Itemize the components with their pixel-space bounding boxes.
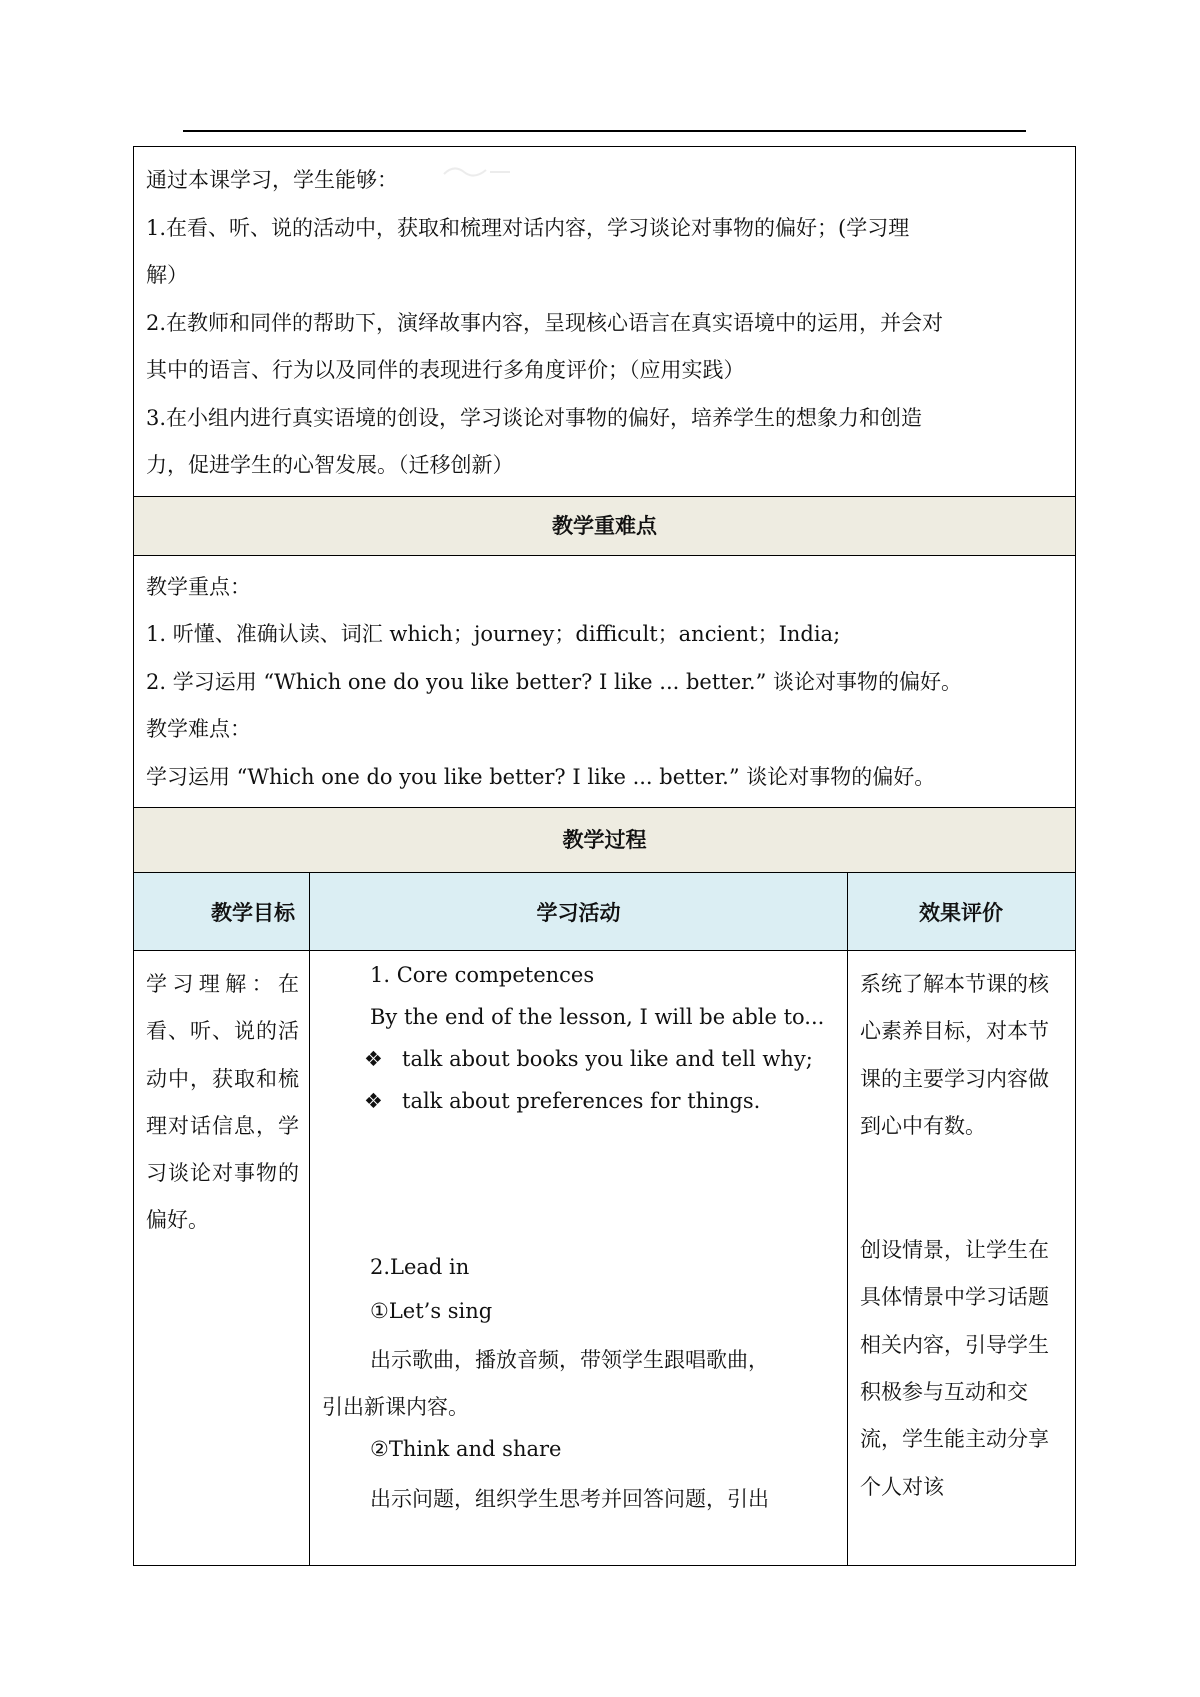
think-share-title: ②Think and share — [370, 1437, 562, 1461]
evaluation-2: 创设情景，让学生在具体情景中学习话题相关内容，引导学生积极参与互动和交流，学生能主动分享个人对该 — [860, 1238, 1049, 1499]
goal-cell: 学习理解：在看、听、说的活动中，获取和梳理对话信息，学习谈论对事物的偏好。 — [134, 951, 310, 1565]
bullet-text-1: talk about books you like and tell why; — [402, 1047, 813, 1071]
header-teaching-goal: 教学目标 — [134, 873, 310, 950]
objective-3-line2: 力，促进学生的心智发展。（迁移创新） — [146, 453, 514, 477]
header-learning-activity: 学习活动 — [310, 873, 848, 950]
think-desc-line1: 出示问题，组织学生思考并回答问题，引出 — [370, 1487, 769, 1511]
objectives-intro: 通过本课学习，学生能够： — [146, 168, 398, 192]
process-table-header — [134, 873, 1075, 951]
key-points-section — [134, 556, 1075, 809]
header-evaluation: 效果评价 — [919, 900, 1003, 925]
difficult-points-label: 教学难点： — [146, 717, 251, 741]
objectives-section — [134, 147, 1075, 497]
key-difficult-points-heading: 教学重难点 — [134, 497, 1075, 556]
diamond-bullet-icon: ❖ — [364, 1089, 383, 1113]
evaluation-1: 系统了解本节课的核心素养目标，对本节课的主要学习内容做到心中有数。 — [860, 972, 1049, 1138]
objective-1-line1: 1.在看、听、说的活动中，获取和梳理对话内容，学习谈论对事物的偏好；(学习理 — [146, 215, 910, 240]
core-competences-title: 1. Core competences — [370, 963, 595, 987]
evaluation-spacer — [860, 1150, 1064, 1227]
process-table-row — [134, 951, 1075, 1565]
evaluation-cell — [848, 951, 1074, 1565]
objective-2-line2: 其中的语言、行为以及同伴的表现进行多角度评价；（应用实践） — [146, 358, 745, 382]
bullet-item-2 — [364, 1089, 760, 1113]
key-point-1: 1. 听懂、准确认读、词汇 which；journey；difficult；ancient；India; — [146, 622, 841, 646]
teaching-process-heading: 教学过程 — [134, 808, 1075, 873]
lead-in-title: 2.Lead in — [370, 1255, 470, 1279]
core-competences-intro: By the end of the lesson, I will be able to... — [370, 1005, 825, 1029]
header-rule — [183, 130, 1026, 132]
objective-2-line1: 2.在教师和同伴的帮助下，演绎故事内容，呈现核心语言在真实语境中的运用，并会对 — [146, 310, 944, 335]
objective-3-line1: 3.在小组内进行真实语境的创设，学习谈论对事物的偏好，培养学生的想象力和创造 — [146, 405, 923, 430]
process-table — [134, 873, 1075, 1565]
sing-desc-line2: 引出新课内容。 — [322, 1395, 469, 1419]
sing-desc-line1: 出示歌曲，播放音频，带领学生跟唱歌曲， — [370, 1348, 769, 1372]
lets-sing-title: ①Let’s sing — [370, 1299, 493, 1323]
lesson-plan-table — [133, 146, 1076, 1566]
diamond-bullet-icon: ❖ — [364, 1047, 383, 1071]
key-points-label: 教学重点： — [146, 574, 251, 599]
objective-1-line2: 解） — [146, 263, 188, 287]
key-point-2: 2. 学习运用 “Which one do you like better? I like ... better.” 谈论对事物的偏好。 — [146, 669, 962, 694]
bullet-text-2: talk about preferences for things. — [402, 1089, 761, 1113]
difficult-point-1: 学习运用 “Which one do you like better? I like ... better.” 谈论对事物的偏好。 — [146, 764, 936, 789]
activity-cell — [310, 951, 848, 1565]
bullet-item-1 — [364, 1047, 813, 1071]
